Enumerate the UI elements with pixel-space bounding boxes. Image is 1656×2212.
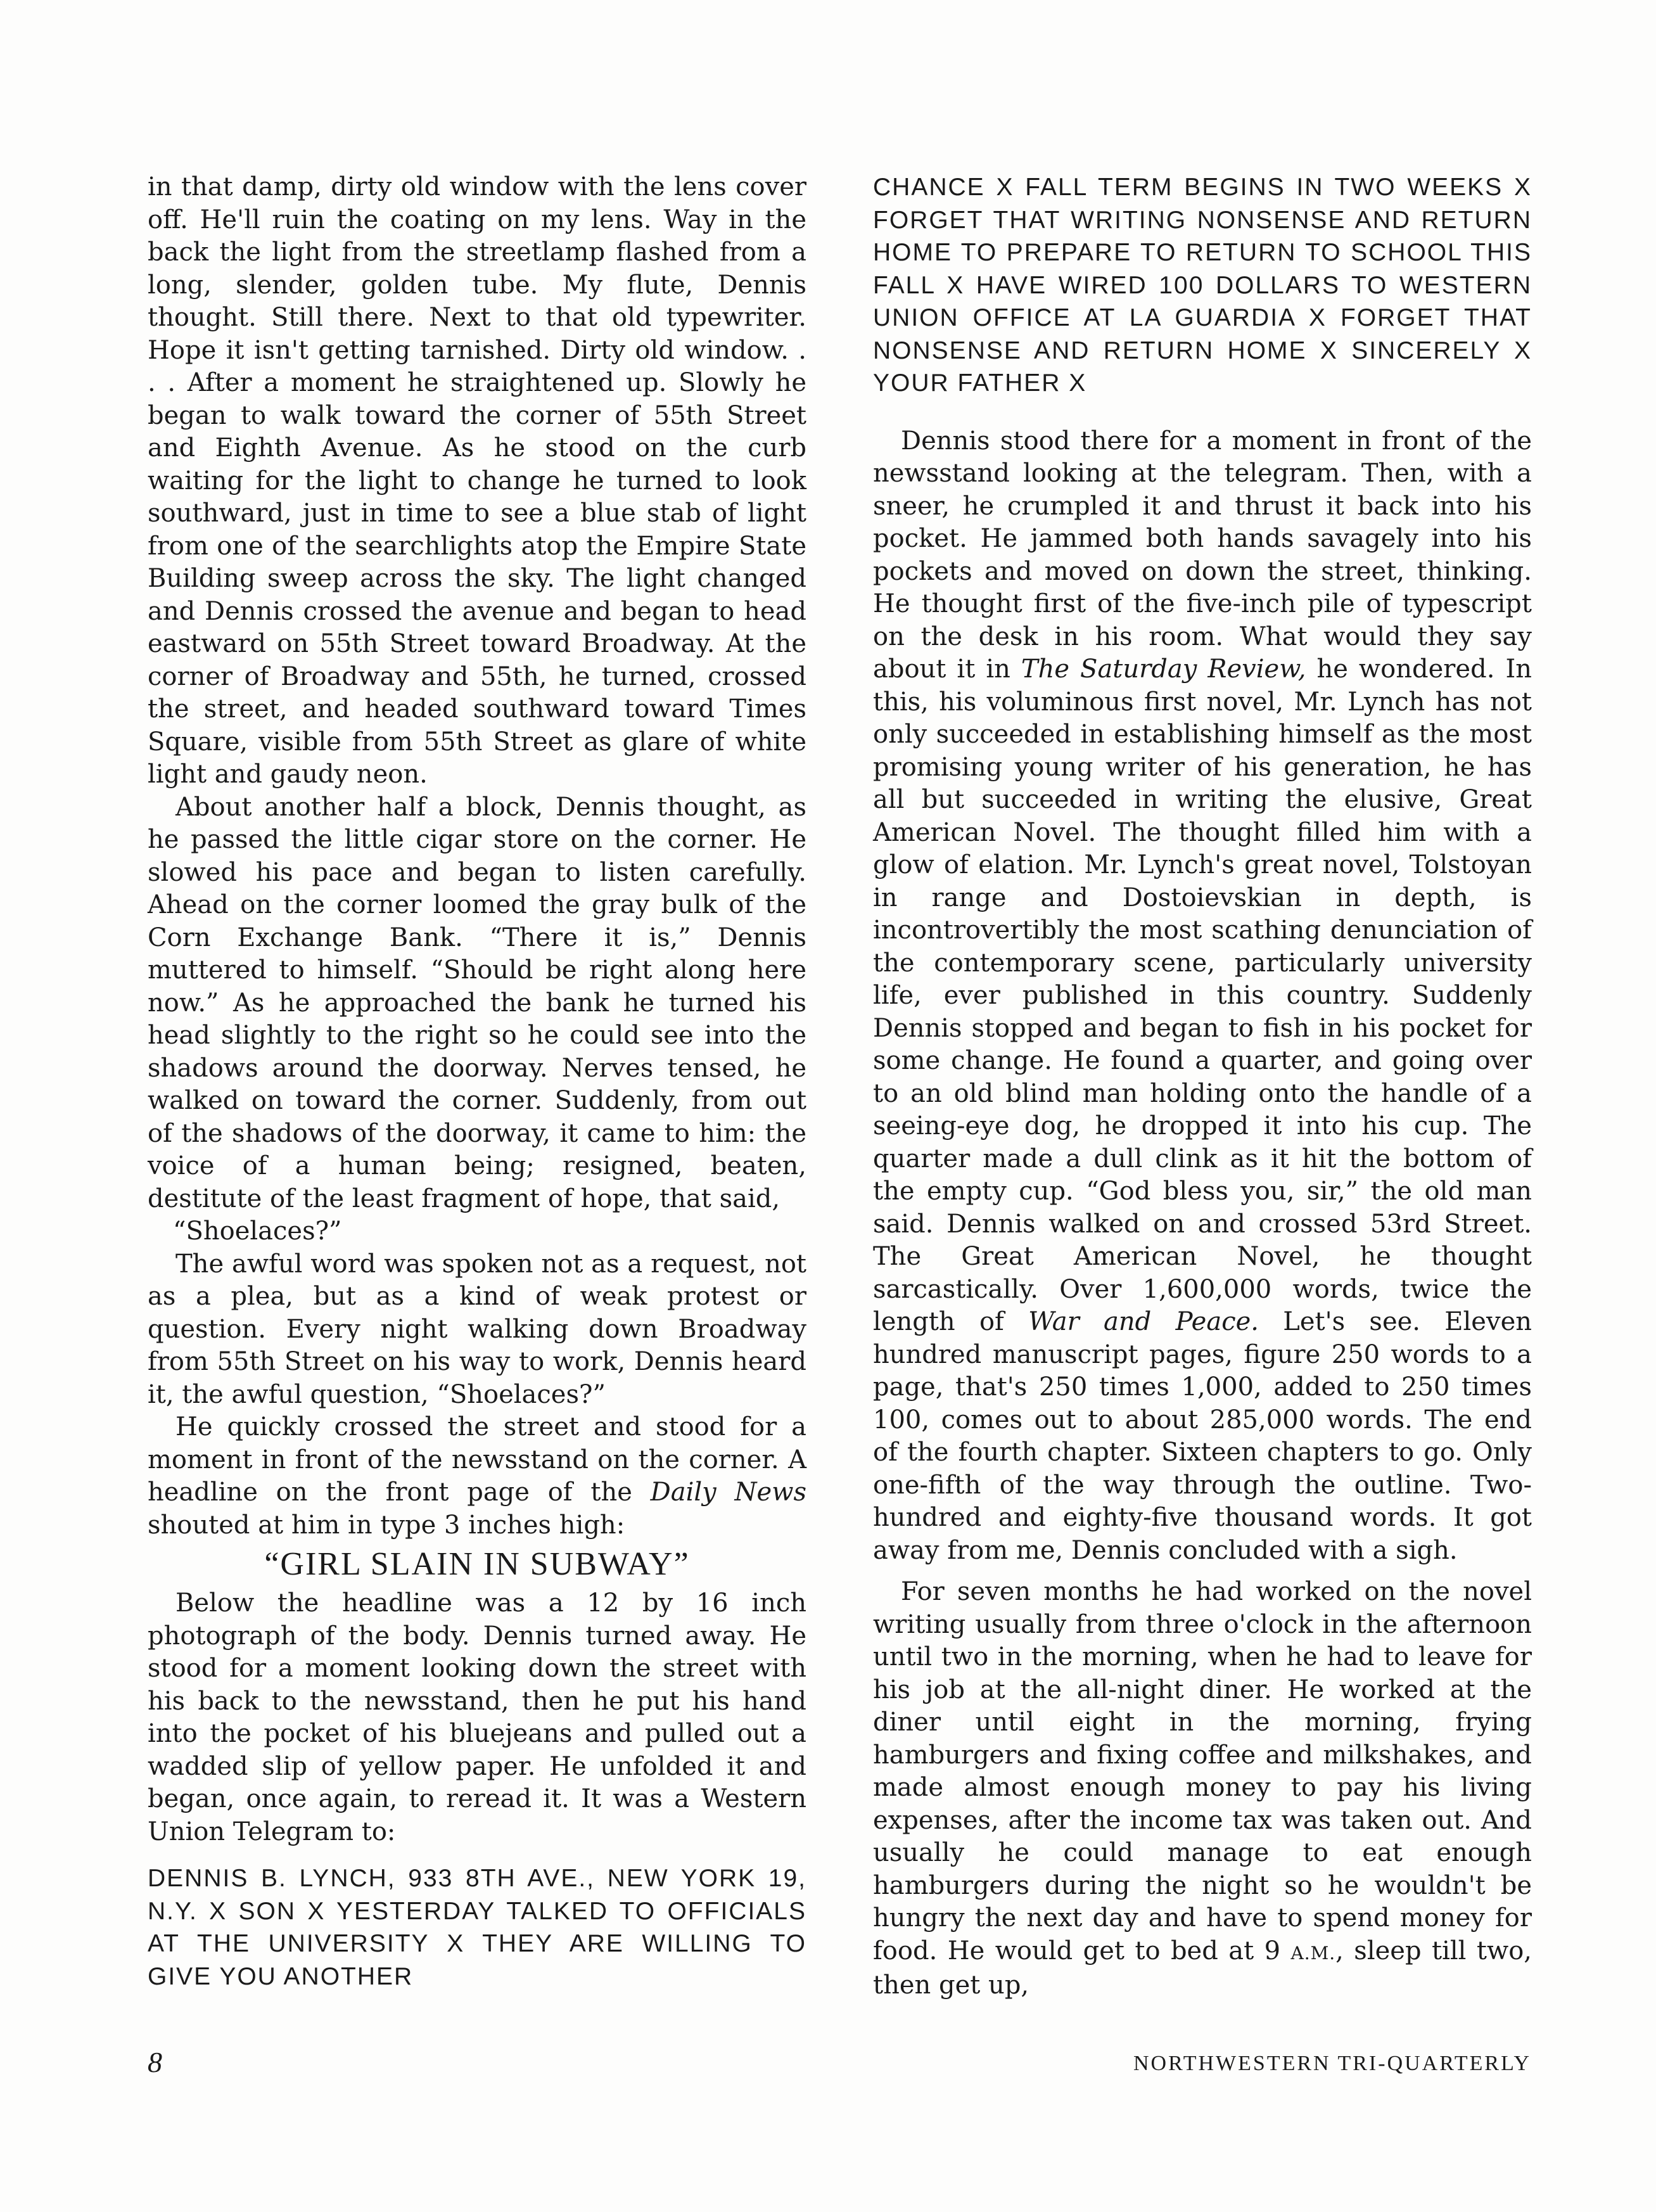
book-title: War and Peace. [1028, 1307, 1259, 1336]
paragraph: Below the headline was a 12 by 16 inch photograph of the body. Dennis turned away. He stood for a moment looking down the street with his back to the newsstand, then he put his hand into the pocket of his bluejeans and pulled out a wadded slip of yellow paper. He unfolded it and began, once again, to reread it. It was a Western Union Telegram to: [148, 1589, 806, 1846]
magazine-title: The Saturday Review, [1021, 655, 1306, 684]
paragraph-text: Dennis stood there for a moment in front of the newsstand looking at the telegram. Then, with a sneer, he crumpled it and thrust it back into his pocket. He jammed both hands savagely into his pockets and moved on down the street, thinking. He thought first of the five-inch pile of typescript on the desk in his room. What would they say about it in [873, 426, 1532, 684]
right-column [873, 171, 1532, 2002]
paragraph-text: He quickly crossed the street and stood for a moment in front of the newsstand on the corner. A headline on the front page of the [148, 1412, 806, 1507]
running-footer: NORTHWESTERN TRI-QUARTERLY [1133, 2052, 1531, 2075]
paragraph-text: For seven months he had worked on the novel writing usually from three o'clock in the afternoon until two in the morning, when he had to leave for his job at the all-night diner. He worked at the diner until eight in the morning, frying hamburgers and fixing coffee and milkshakes, and made almost enough money to pay his living expenses, after the income tax was taken out. And usually he could manage to eat enough hamburgers during the night so he wouldn't be hungry the next day and have to spend money for food. He would get to bed at 9 [873, 1577, 1532, 1966]
paragraph-text: shouted at him in type 3 inches high: [148, 1510, 625, 1540]
paragraph [148, 1411, 806, 1542]
telegram-text: CHANCE X FALL TERM BEGINS IN TWO WEEKS X FORGET THAT WRITING NONSENSE AND RETURN HOME TO PREPARE TO RETURN TO SCHOOL THIS FALL X HAVE WIRED 100 DOLLARS TO WESTERN UNION OFFICE AT LA GUARDIA X FORGET THAT NONSENSE AND RETURN HOME X SINCERELY X YOUR FATHER X [873, 174, 1532, 397]
left-column [148, 171, 806, 1993]
page-number: 8 [148, 2046, 162, 2078]
paragraph-text: he wondered. In this, his voluminous first novel, Mr. Lynch has not only succeeded in establishing himself as the most promising young writer of his generation, he has all but succeeded in writing the elusive, Great American Novel. The thought filled him with a glow of elation. Mr. Lynch's great novel, Tolstoyan in range and Dostoievskian in depth, is incontrovertibly the most scathing denunciation of the contemporary scene, particularly university life, ever published in this country. Suddenly Dennis stopped and began to fish in his pocket for some change. He found a quarter, and going over to an old blind man holding onto the handle of a seeing-eye dog, he dropped it into his cup. The quarter made a dull clink as it hit the bottom of the empty cup. “God bless you, sir,” the old man said. Dennis walked on and crossed 53rd Street. The Great American Novel, he thought sarcastically. Over 1,600,000 words, twice the length of [873, 655, 1532, 1336]
newspaper-headline: “GIRL SLAIN IN SUBWAY” [264, 1546, 690, 1582]
paragraph-text: , sleep till two, then get up, [873, 1936, 1532, 2000]
paragraph: About another half a block, Dennis thought, as he passed the little cigar store on the corner. He slowed his pace and began to listen carefully. Ahead on the corner loomed the gray bulk of the Corn Exchange Bank. “There it is,” Dennis muttered to himself. “Should be right along here now.” As he approached the bank he turned his head slightly to the right so he could see into the shadows around the doorway. Nerves tensed, he walked on toward the corner. Suddenly, from out of the shadows of the doorway, it came to him: the voice of a human being; resigned, beaten, destitute of the least fragment of hope, that said, [148, 792, 806, 1213]
paragraph [873, 1576, 1532, 2002]
telegram-text: DENNIS B. LYNCH, 933 8TH AVE., NEW YORK 19, N.Y. X SON X YESTERDAY TALKED TO OFFICIALS AT THE UNIVERSITY X THEY ARE WILLING TO GIVE YOU ANOTHER [148, 1865, 806, 1990]
time-abbreviation: A.M. [1290, 1942, 1336, 1964]
paragraph: The awful word was spoken not as a request, not as a plea, but as a kind of weak protest or question. Every night walking down Broadway from 55th Street on his way to work, Dennis heard it, the awful question, “Shoelaces?” [148, 1249, 806, 1409]
newspaper-title: Daily News [650, 1478, 806, 1507]
paragraph-text: Let's see. Eleven hundred manuscript pages, figure 250 words to a page, that's 250 times 1,000, added to 250 times 100, comes out to about 285,000 words. The end of the fourth chapter. Sixteen chapters to go. Only one-fifth of the way through the outline. Two-hundred and eighty-five thousand words. It got away from me, Dennis concluded with a sigh. [873, 1307, 1532, 1565]
paragraph [873, 425, 1532, 1568]
dialogue-line: “Shoelaces?” [173, 1217, 342, 1246]
paragraph: in that damp, dirty old window with the lens cover off. He'll ruin the coating on my lens. Way in the back the light from the streetlamp flashed from a long, slender, golden tube. My flute, Dennis thought. Still there. Next to that old typewriter. Hope it isn't getting tarnished. Dirty old window. . . . After a moment he straightened up. Slowly he began to walk toward the corner of 55th Street and Eighth Avenue. As he stood on the curb waiting for the light to change he turned to look southward, just in time to see a blue stab of light from one of the searchlights atop the Empire State Building sweep across the sky. The light changed and Dennis crossed the avenue and began to head eastward on 55th Street toward Broadway. At the corner of Broadway and 55th, he turned, crossed the street, and headed southward toward Times Square, visible from 55th Street as glare of white light and gaudy neon. [148, 172, 806, 789]
